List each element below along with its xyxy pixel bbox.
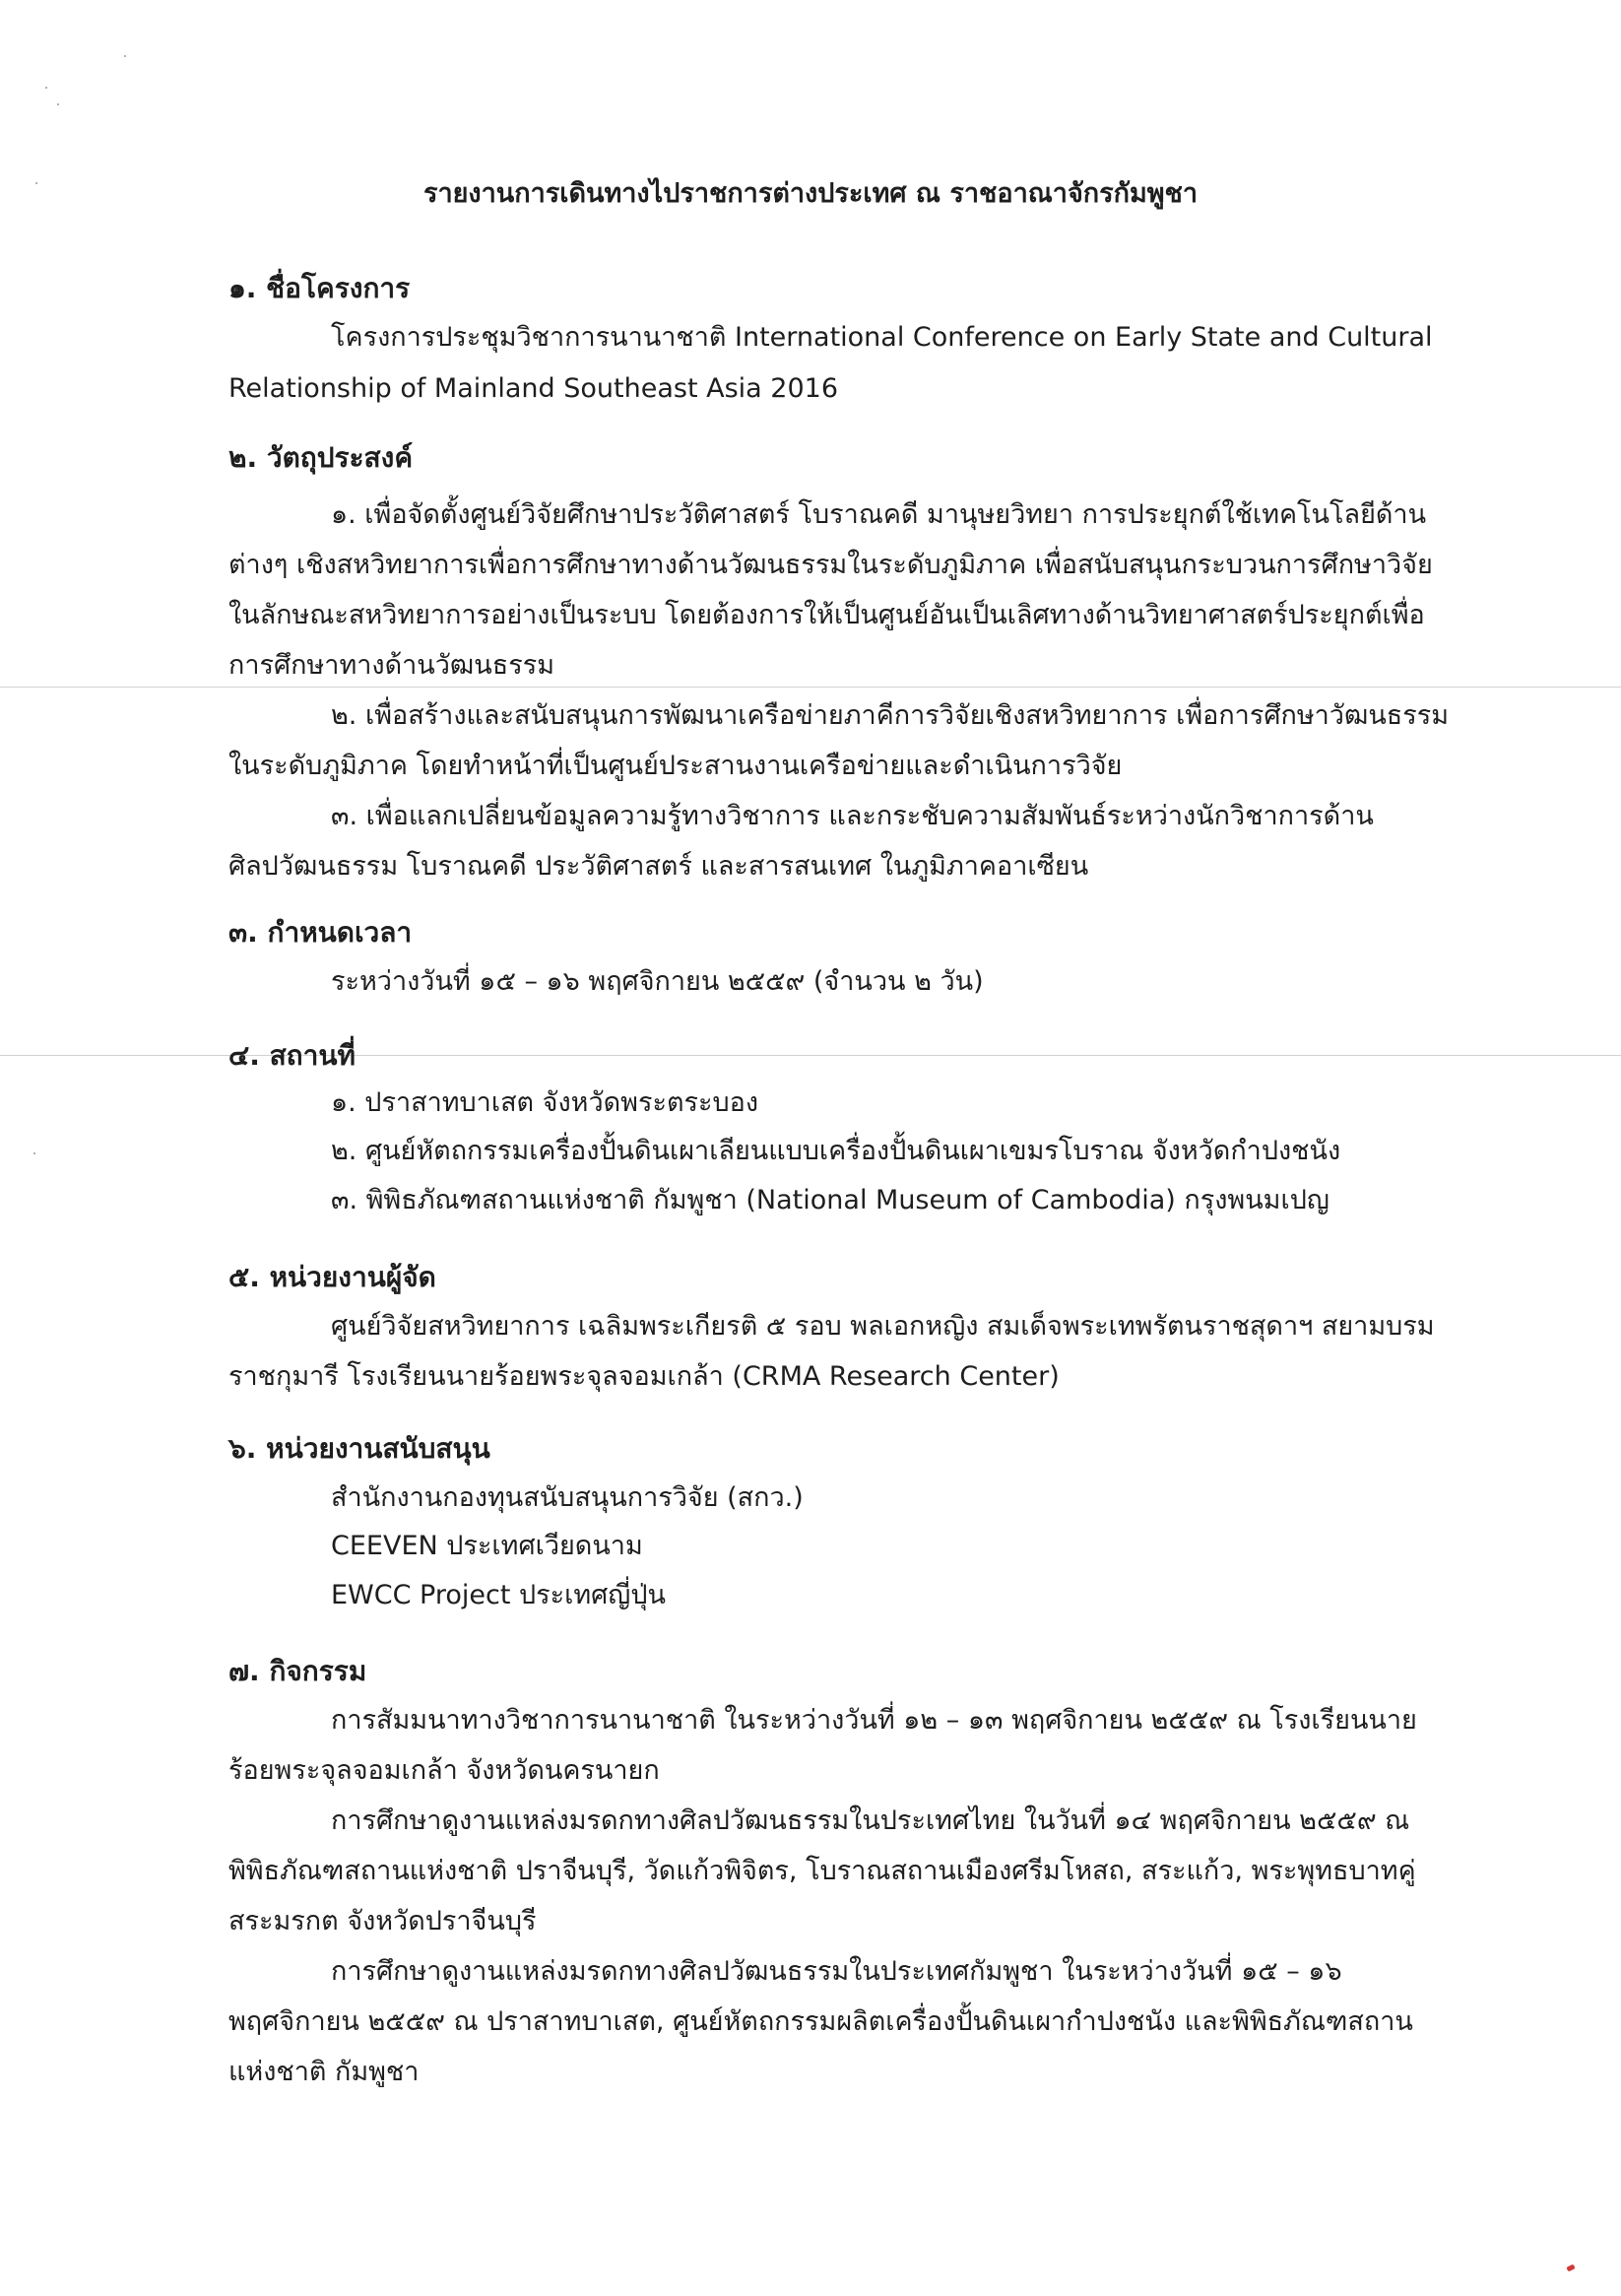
list-item: EWCC Project ประเทศญี่ปุ่น (331, 1580, 666, 1610)
list-item: สำนักงานกองทุนสนับสนุนการวิจัย (สกว.) (331, 1482, 804, 1513)
list-item: ๓. พิพิธภัณฑสถานแห่งชาติ กัมพูชา (National Museum of Cambodia) กรุงพนมเปญ (331, 1185, 1329, 1215)
paragraph-line: แห่งชาติ กัมพูชา (228, 2057, 420, 2087)
list-item: ๒. ศูนย์หัตถกรรมเครื่องปั้นดินเผาเลียนแบบเครื่องปั้นดินเผาเขมรโบราณ จังหวัดกำปงชนัง (331, 1136, 1341, 1166)
section-heading-activities: ๗. กิจกรรม (228, 1655, 367, 1687)
section-heading-schedule: ๓. กำหนดเวลา (228, 916, 413, 949)
paragraph-line: ศิลปวัฒนธรรม โบราณคดี ประวัติศาสตร์ และสารสนเทศ ในภูมิภาคอาเซียน (228, 851, 1089, 882)
paragraph-line: สระมรกต จังหวัดปราจีนบุรี (228, 1906, 537, 1936)
paragraph-line: ราชกุมารี โรงเรียนนายร้อยพระจุลจอมเกล้า (CRMA Research Center) (228, 1361, 1060, 1392)
red-scan-mark (1566, 2264, 1575, 2272)
section-heading-organizer: ๕. หน่วยงานผู้จัด (228, 1261, 436, 1293)
scan-line (0, 687, 1621, 688)
list-item: ๑. ปราสาทบาเสต จังหวัดพระตระบอง (331, 1087, 759, 1118)
list-item: CEEVEN ประเทศเวียดนาม (331, 1531, 643, 1561)
scan-speck (124, 55, 126, 57)
paragraph-line: Relationship of Mainland Southeast Asia 2016 (228, 373, 839, 404)
paragraph-line: การศึกษาดูงานแหล่งมรดกทางศิลปวัฒนธรรมในประเทศกัมพูชา ในระหว่างวันที่ ๑๕ – ๑๖ (331, 1956, 1342, 1987)
scan-speck (57, 103, 59, 105)
paragraph-line: ในลักษณะสหวิทยาการอย่างเป็นระบบ โดยต้องการให้เป็นศูนย์อันเป็นเลิศทางด้านวิทยาศาสตร์ประยุกต์เพื่อ (228, 600, 1425, 630)
paragraph-line: การศึกษาทางด้านวัฒนธรรม (228, 650, 555, 681)
paragraph-line: การสัมมนาทางวิชาการนานาชาติ ในระหว่างวันที่ ๑๒ – ๑๓ พฤศจิกายน ๒๕๕๙ ณ โรงเรียนนาย (331, 1705, 1417, 1736)
paragraph-line: ต่างๆ เชิงสหวิทยาการเพื่อการศึกษาทางด้านวัฒนธรรมในระดับภูมิภาค เพื่อสนับสนุนกระบวนการศึกษาวิจัย (228, 550, 1433, 580)
paragraph-line: ร้อยพระจุลจอมเกล้า จังหวัดนครนายก (228, 1755, 660, 1786)
scan-speck (45, 87, 47, 89)
section-heading-venue: ๔. สถานที่ (228, 1039, 356, 1072)
paragraph-line: ศูนย์วิจัยสหวิทยาการ เฉลิมพระเกียรติ ๕ รอบ พลเอกหญิง สมเด็จพระเทพรัตนราชสุดาฯ สยามบรม (331, 1311, 1435, 1342)
section-heading-supporters: ๖. หน่วยงานสนับสนุน (228, 1432, 490, 1465)
paragraph-line: ๓. เพื่อแลกเปลี่ยนข้อมูลความรู้ทางวิชาการ และกระชับความสัมพันธ์ระหว่างนักวิชาการด้าน (331, 801, 1374, 831)
paragraph-line: โครงการประชุมวิชาการนานาชาติ International Conference on Early State and Cultural (331, 322, 1433, 353)
paragraph-line: การศึกษาดูงานแหล่งมรดกทางศิลปวัฒนธรรมในประเทศไทย ในวันที่ ๑๔ พฤศจิกายน ๒๕๕๙ ณ (331, 1805, 1410, 1836)
paragraph-line: ระหว่างวันที่ ๑๕ – ๑๖ พฤศจิกายน ๒๕๕๙ (จำนวน ๒ วัน) (331, 966, 984, 997)
document-title: รายงานการเดินทางไปราชการต่างประเทศ ณ ราชอาณาจักรกัมพูชา (422, 178, 1199, 209)
paragraph-line: ๑. เพื่อจัดตั้งศูนย์วิจัยศึกษาประวัติศาสตร์ โบราณคดี มานุษยวิทยา การประยุกต์ใช้เทคโนโลยีด้าน (331, 499, 1427, 530)
scan-speck (33, 1152, 35, 1154)
paragraph-line: ๒. เพื่อสร้างและสนับสนุนการพัฒนาเครือข่ายภาคีการวิจัยเชิงสหวิทยาการ เพื่อการศึกษาวัฒนธรรม (331, 700, 1450, 731)
paragraph-line: พฤศจิกายน ๒๕๕๙ ณ ปราสาทบาเสต, ศูนย์หัตถกรรมผลิตเครื่องปั้นดินเผากำปงชนัง และพิพิธภัณฑสถาน (228, 2006, 1413, 2037)
paragraph-line: ในระดับภูมิภาค โดยทำหน้าที่เป็นศูนย์ประสานงานเครือข่ายและดำเนินการวิจัย (228, 751, 1123, 781)
section-heading-objectives: ๒. วัตถุประสงค์ (228, 441, 414, 474)
paragraph-line: พิพิธภัณฑสถานแห่งชาติ ปราจีนบุรี, วัดแก้วพิจิตร, โบราณสถานเมืองศรีมโหสถ, สระแก้ว, พระพุทธบาทคู่ (228, 1856, 1416, 1886)
section-heading-project-name: ๑. ชื่อโครงการ (228, 272, 411, 304)
